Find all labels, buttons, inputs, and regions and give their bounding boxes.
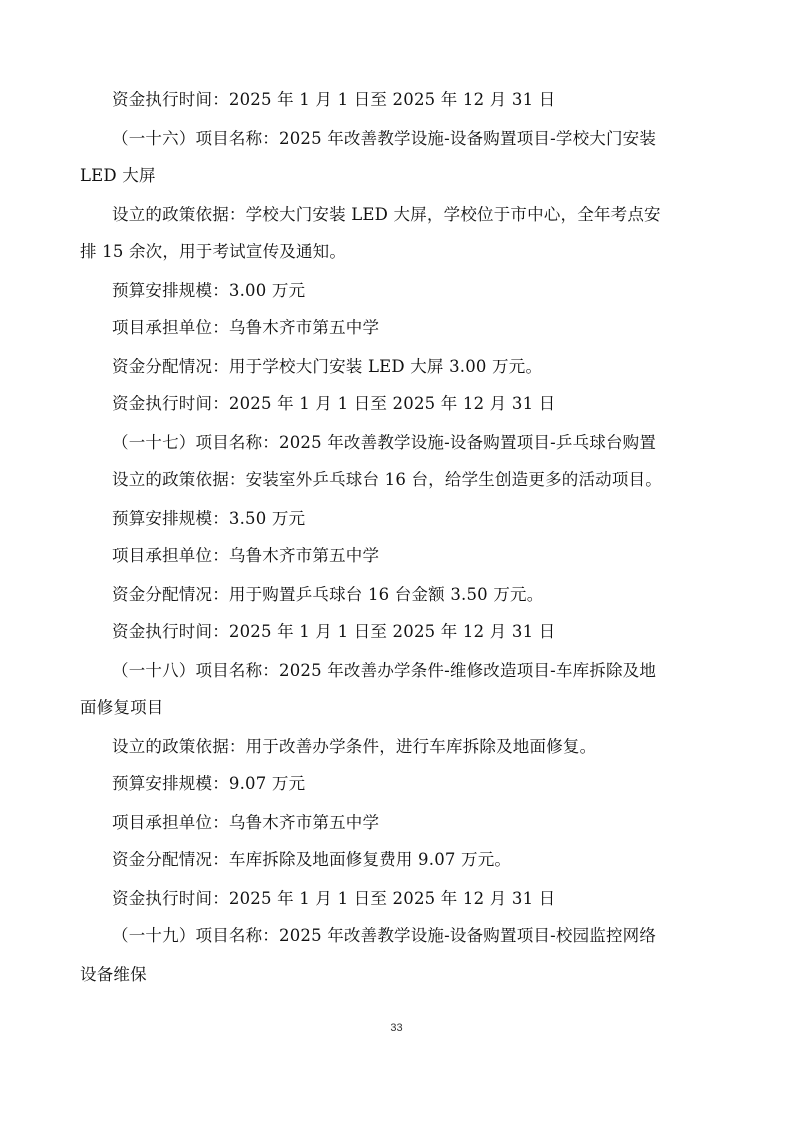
text-line-item-18-execution-time: 资金执行时间：2025 年 1 月 1 日至 2025 年 12 月 31 日 [112, 889, 556, 908]
text-line-item-18-unit: 项目承担单位：乌鲁木齐市第五中学 [112, 813, 380, 832]
text-line-item-16-title-cont: LED 大屏 [80, 166, 156, 185]
text-line-item-18-budget: 预算安排规模：9.07 万元 [112, 774, 306, 793]
text-line-item-16-policy: 设立的政策依据：学校大门安装 LED 大屏，学校位于市中心，全年考点安 [112, 205, 661, 224]
text-line-item-16-title: （一十六）项目名称：2025 年改善教学设施-设备购置项目-学校大门安装 [112, 129, 657, 148]
text-line-item-18-policy: 设立的政策依据：用于改善办学条件，进行车库拆除及地面修复。 [112, 737, 597, 756]
text-line-execution-time-1: 资金执行时间：2025 年 1 月 1 日至 2025 年 12 月 31 日 [112, 90, 556, 109]
text-line-item-16-unit: 项目承担单位：乌鲁木齐市第五中学 [112, 318, 380, 337]
text-line-item-19-title: （一十九）项目名称：2025 年改善教学设施-设备购置项目-校园监控网络 [112, 926, 657, 945]
text-line-item-16-budget: 预算安排规模：3.00 万元 [112, 281, 306, 300]
text-line-item-16-allocation: 资金分配情况：用于学校大门安装 LED 大屏 3.00 万元。 [112, 357, 543, 376]
text-line-item-17-allocation: 资金分配情况：用于购置乒乓球台 16 台金额 3.50 万元。 [112, 585, 544, 604]
text-line-item-17-title: （一十七）项目名称：2025 年改善教学设施-设备购置项目-乒乓球台购置 [112, 433, 657, 452]
text-line-item-17-policy: 设立的政策依据：安装室外乒乓球台 16 台，给学生创造更多的活动项目。 [112, 470, 662, 489]
text-line-item-18-title-cont: 面修复项目 [80, 698, 164, 717]
page-number: 33 [390, 1022, 403, 1034]
text-line-item-17-budget: 预算安排规模：3.50 万元 [112, 509, 306, 528]
text-line-item-16-execution-time: 资金执行时间：2025 年 1 月 1 日至 2025 年 12 月 31 日 [112, 394, 556, 413]
text-line-item-16-policy-cont: 排 15 余次，用于考试宣传及通知。 [80, 242, 347, 261]
text-line-item-19-title-cont: 设备维保 [80, 965, 147, 984]
text-line-item-18-title: （一十八）项目名称：2025 年改善办学条件-维修改造项目-车库拆除及地 [112, 661, 657, 680]
text-line-item-18-allocation: 资金分配情况：车库拆除及地面修复费用 9.07 万元。 [112, 850, 512, 869]
text-line-item-17-unit: 项目承担单位：乌鲁木齐市第五中学 [112, 546, 380, 565]
text-line-item-17-execution-time: 资金执行时间：2025 年 1 月 1 日至 2025 年 12 月 31 日 [112, 622, 556, 641]
